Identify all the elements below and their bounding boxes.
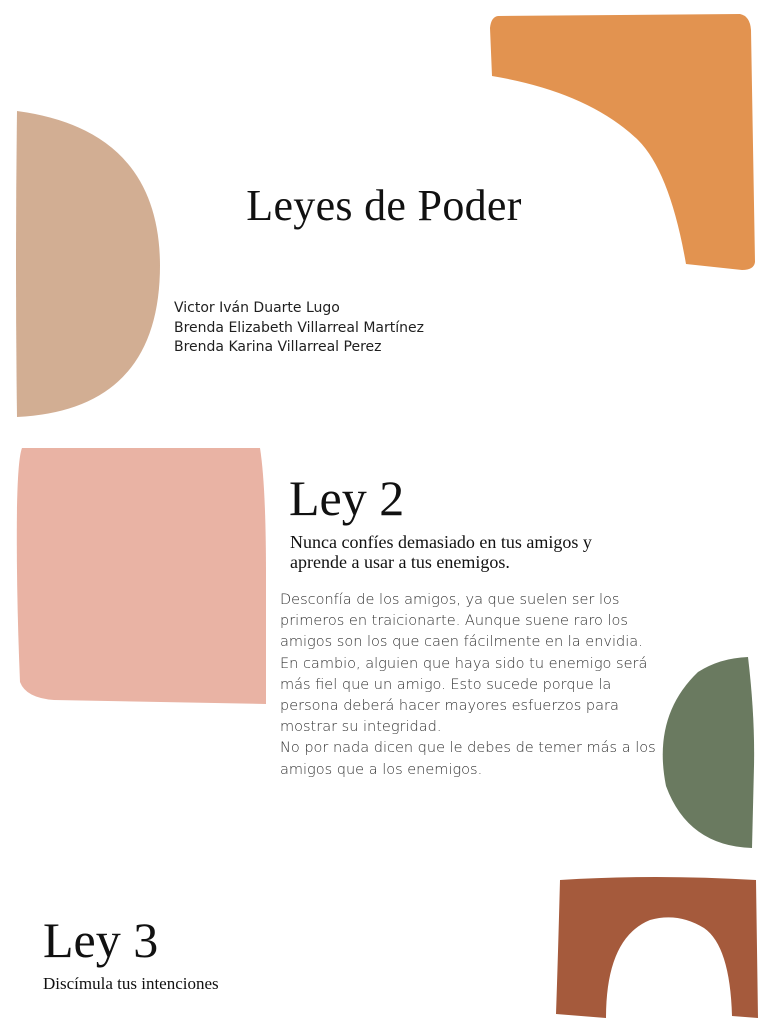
ley2-heading: Ley 2 [289,470,405,526]
green-half-circle-shape [658,656,758,850]
rust-arch-shape [554,876,762,1024]
pink-square-shape [14,446,270,710]
author-list [174,299,424,358]
body-paragraph: Desconfía de los amigos, ya que suelen ser los primeros en traicionarte. Aunque suene raro los amigos son los que caen fácilmente en la envidia. [280,592,643,651]
ley2-body [280,590,660,781]
tan-half-circle-shape [14,110,164,420]
ley3-subtitle: Discímula tus intenciones [43,974,219,993]
body-paragraph: En cambio, alguien que haya sido tu enemigo será más fiel que un amigo. Esto sucede porque la persona deberá hacer mayores esfuerzos para mostrar su integridad. [280,655,648,736]
ley2-subtitle: Nunca confíes demasiado en tus amigos y aprende a usar a tus enemigos. [290,532,592,572]
ley3-heading: Ley 3 [43,912,159,968]
orange-corner-shape [488,12,758,274]
author-name: Victor Iván Duarte Lugo [174,300,340,316]
page-title: Leyes de Poder [246,181,522,230]
author-name: Brenda Karina Villarreal Perez [174,339,382,355]
author-name: Brenda Elizabeth Villarreal Martínez [174,319,424,336]
body-paragraph: No por nada dicen que le debes de temer más a los amigos que a los enemigos. [280,740,656,778]
